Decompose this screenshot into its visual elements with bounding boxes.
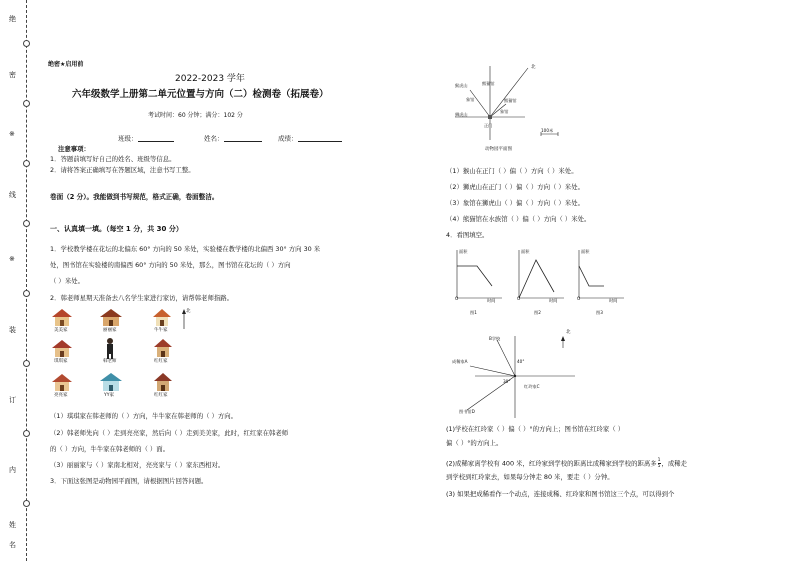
map-label: 红玲家C — [524, 384, 540, 389]
house-label: 牛牛家 — [154, 328, 168, 333]
q2-sub2: 的（ ）方向，牛牛家在韩老师的（ ）面。 — [50, 445, 170, 453]
house-icon — [154, 339, 172, 357]
name-label: 姓名： — [204, 134, 224, 143]
q1-text: 处，图书馆在实验楼的南偏西 60° 方向的 50 米处，那么，图书馆在花坛的（ ）方向 — [50, 261, 291, 269]
q2-sub3: （3）丽丽家与（ ）家南北相对，亮亮家与（ ）家东西相对。 — [50, 461, 225, 469]
zoo-caption: 动物园平面图 — [485, 147, 512, 152]
binding-hole — [23, 430, 30, 437]
house-icon — [52, 309, 72, 326]
zoo-q3: （3）象馆在狮虎山（ ）偏（ ）方向（ ）米处。 — [446, 199, 584, 207]
zoo-scale: 100米 — [541, 128, 554, 133]
q2-sub2: （2）韩老师先向（ ）走到亮亮家，然后向（ ）走到美美家，此时，红红家在韩老师 — [50, 429, 289, 437]
zoo-place: 正门 — [484, 123, 493, 128]
graph-origin: O — [577, 296, 581, 301]
score-blank[interactable] — [298, 135, 342, 142]
class-field — [118, 135, 174, 142]
class-blank[interactable] — [138, 135, 174, 142]
q4-title: 4．看图填空。 — [446, 231, 489, 239]
house-label: 琪琪家 — [54, 359, 68, 364]
binding-hole — [23, 220, 30, 227]
graph-x-label: 时间 — [609, 298, 618, 303]
graph-caption: 图3 — [596, 310, 603, 315]
map-q1: (1)学校在红玲家（ ）偏（ ）°的方向上；图书馆在红玲家（ ） — [446, 425, 625, 433]
map-q3: (3) 如果把成稀看作一个动点，连接成稀、红玲家和图书馆这三个点，可以得到个 — [446, 490, 675, 498]
graph-y-label: 面积 — [521, 249, 530, 254]
school-year: 2022-2023 学年 — [175, 74, 245, 84]
binding-line — [26, 0, 27, 561]
score-field — [278, 135, 342, 142]
house-label: 美美家 — [54, 328, 68, 333]
margin-char: 密 — [9, 71, 16, 79]
north-label: 北 — [186, 309, 191, 314]
neatness-line: 卷面（2 分）。我能做到书写规范，格式正确，卷面整洁。 — [50, 193, 219, 201]
map-q1: 偏（ ）°的方向上。 — [446, 439, 503, 447]
zoo-place: 象馆 — [466, 97, 475, 102]
page-title: 六年级数学上册第二单元位置与方向（二）检测卷（拓展卷） — [72, 89, 329, 100]
margin-char: 内 — [9, 466, 16, 474]
graph-y-label: 面积 — [459, 249, 468, 254]
exam-info: 考试时间：60 分钟；满分：102 分 — [148, 112, 243, 119]
binding-hole — [23, 360, 30, 367]
map-q2 — [446, 458, 687, 469]
map-label: 成稀家A — [452, 359, 468, 364]
house-icon — [100, 373, 122, 391]
zoo-north: 北 — [531, 65, 536, 70]
zoo-q4: （4）熊猫馆在水族馆（ ）偏（ ）方向（ ）米处。 — [446, 215, 591, 223]
graph-1 — [452, 248, 504, 304]
fraction-denominator: 5 — [657, 464, 661, 469]
graph-x-label: 时间 — [487, 298, 496, 303]
section-1-title: 一、认真填一填。（每空 1 分，共 30 分） — [50, 225, 183, 233]
class-label: 班级： — [118, 134, 138, 143]
graph-3 — [574, 248, 626, 304]
graph-origin: O — [455, 296, 459, 301]
notes-item: 2．请将答案正确填写在答题区域，注意书写工整。 — [50, 166, 195, 174]
zoo-place: 狮虎山 — [455, 112, 468, 117]
margin-char: 订 — [9, 396, 16, 404]
house-label: 红红家 — [154, 359, 168, 364]
binding-hole — [23, 40, 30, 47]
graph-caption: 图2 — [534, 310, 541, 315]
margin-char: 绝 — [9, 15, 16, 23]
house-label: 韩老师 — [103, 359, 117, 364]
map-angle: 30° — [503, 379, 511, 384]
map-q2: 到学校到红玲家去，如果每分钟走 80 米，要走（ ）分钟。 — [446, 473, 614, 481]
graph-y-label: 面积 — [581, 249, 590, 254]
fraction-numerator: 1 — [657, 458, 661, 463]
zoo-place: 象馆 — [500, 109, 509, 114]
q1-text: 1．学校教学楼在花坛的北偏东 60° 方向的 50 米处，实验楼在教学楼的北偏西 30° 方向 30 米 — [50, 245, 321, 253]
q3-text: 3．下面这张图是动物园平面图，请根据图片回答问题。 — [50, 477, 208, 485]
margin-char: 姓 — [9, 521, 16, 529]
house-label: 红红家 — [154, 393, 168, 398]
margin-char: ※ — [9, 255, 15, 263]
margin-char: 线 — [9, 191, 16, 199]
house-icon — [52, 374, 72, 391]
zoo-q1: （1）猴山在正门（ ）偏（ ）方向（ ）米处。 — [446, 167, 578, 175]
zoo-place: 猴虎山 — [455, 83, 468, 88]
house-icon — [100, 309, 122, 326]
margin-char: 名 — [9, 541, 16, 549]
fraction — [658, 458, 661, 469]
secret-label: 绝密★启用前 — [48, 61, 84, 68]
binding-hole — [23, 290, 30, 297]
q2-text: 2．韩老师星期天准备去八名学生家进行家访，请帮韩老师指路。 — [50, 294, 234, 302]
binding-hole — [23, 500, 30, 507]
name-blank[interactable] — [224, 135, 262, 142]
map-label: 图书馆D — [459, 409, 475, 414]
house-icon — [52, 340, 72, 357]
map-q2-text: (2)成稀家离学校有 400 米，红玲家到学校的距离比成稀家到学校的距离多 — [446, 459, 657, 468]
zoo-place: 熊猫馆 — [504, 98, 517, 103]
notes-title: 注意事项： — [58, 145, 90, 153]
map-north: 北 — [566, 330, 571, 335]
house-icon — [153, 309, 171, 326]
graph-2 — [514, 248, 566, 304]
binding-hole — [23, 160, 30, 167]
binding-hole — [23, 100, 30, 107]
house-label: YY家 — [104, 393, 114, 398]
score-label: 成绩： — [278, 134, 298, 143]
house-label: 亮亮家 — [54, 393, 68, 398]
map-angle: 40° — [517, 359, 525, 364]
house-icon — [154, 373, 172, 391]
map-q2-tail: ，成稀走 — [661, 459, 688, 468]
notes-item: 1．答题前填写好自己的姓名、班级等信息。 — [50, 155, 176, 163]
zoo-place: 熊猫馆 — [482, 81, 495, 86]
margin-char: 装 — [9, 326, 16, 334]
graph-origin: O — [517, 296, 521, 301]
q1-text: （ ）米处。 — [50, 277, 84, 285]
margin-char: ※ — [9, 130, 15, 138]
house-label: 丽丽家 — [103, 328, 117, 333]
map-label: B学校 — [489, 336, 501, 341]
name-field — [204, 135, 262, 142]
zoo-q2: （2）狮虎山在正门（ ）偏（ ）方向（ ）米处。 — [446, 183, 584, 191]
q2-sub1: （1）琪琪家在韩老师的（ ）方向，牛牛家在韩老师的（ ）方向。 — [50, 412, 238, 420]
direction-map — [455, 328, 585, 420]
graph-x-label: 时间 — [549, 298, 558, 303]
teacher-icon — [104, 337, 116, 359]
graph-caption: 图1 — [470, 310, 477, 315]
